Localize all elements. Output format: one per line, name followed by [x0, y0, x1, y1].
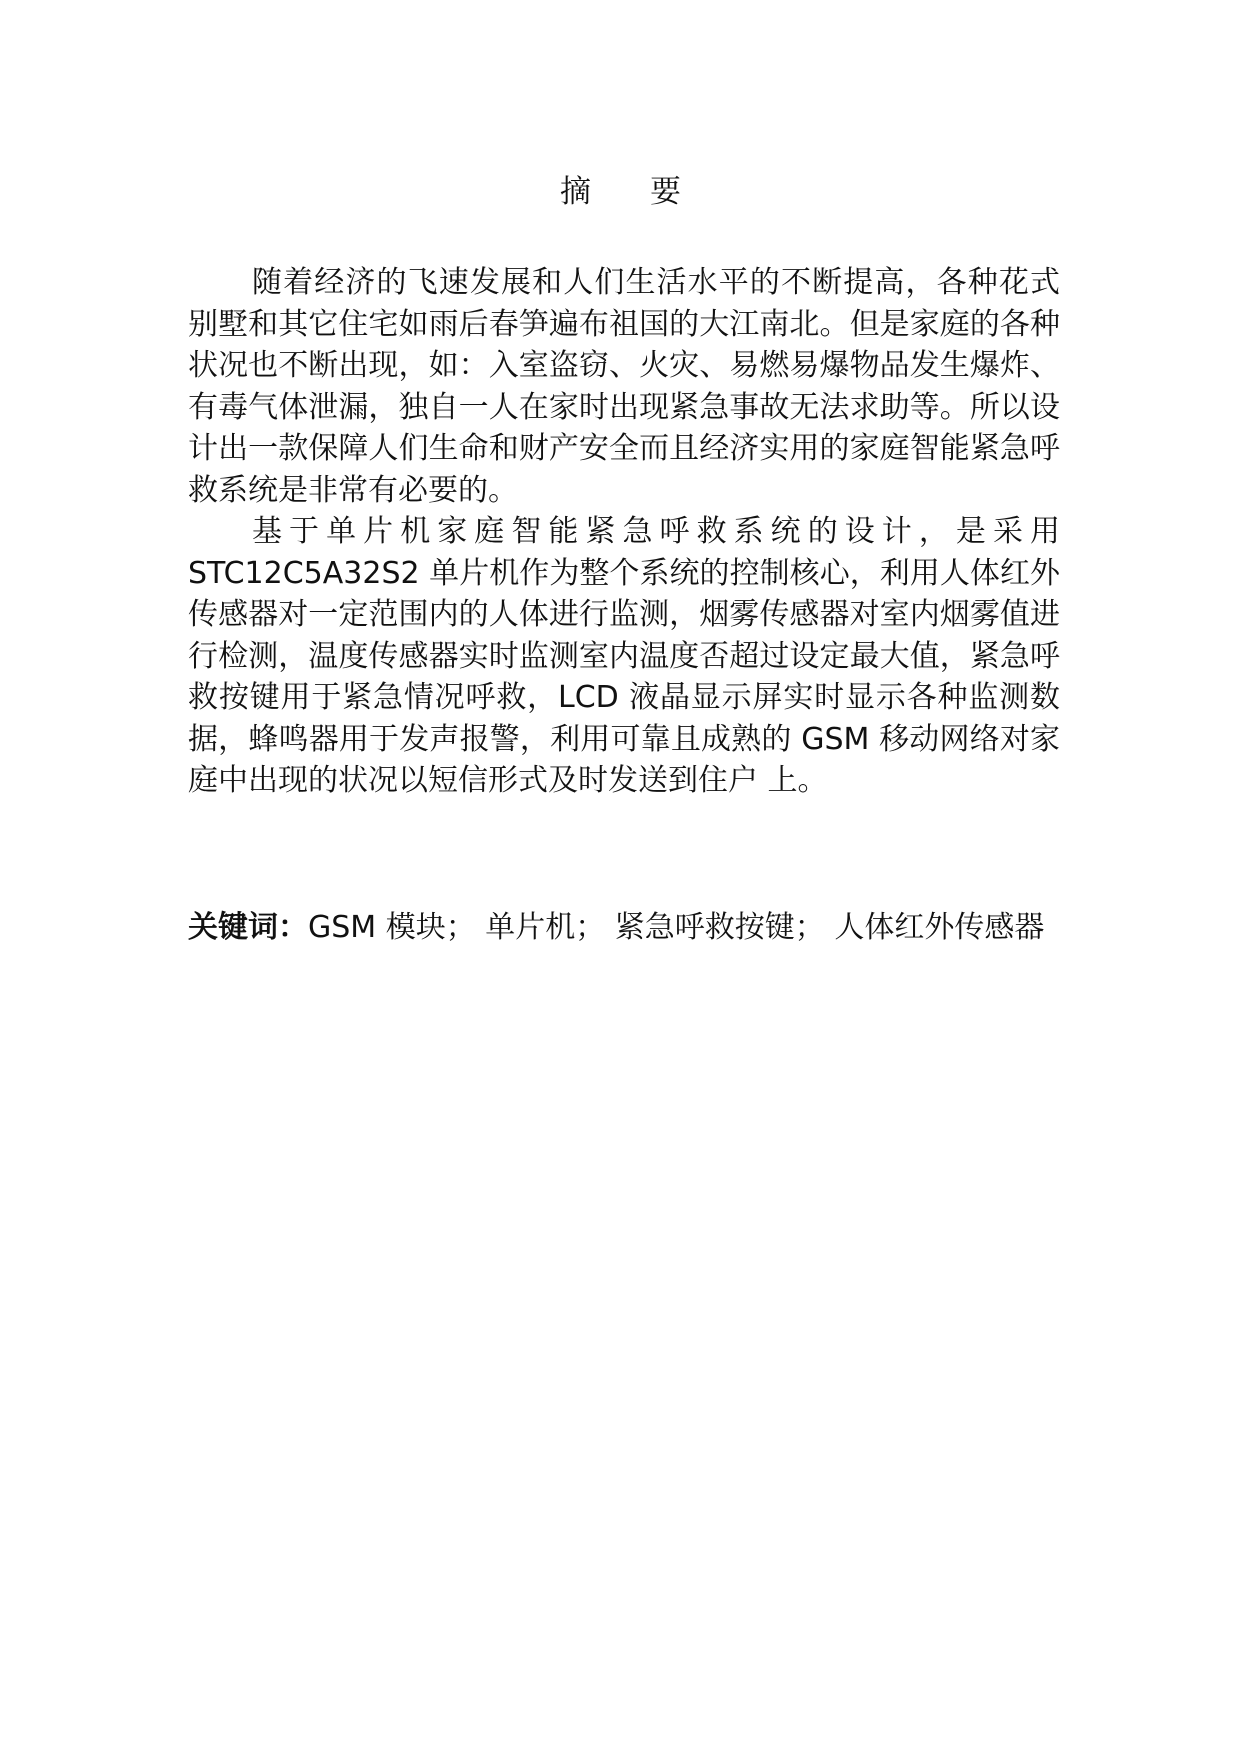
abstract-paragraph-2: 基于单片机家庭智能紧急呼救系统的设计，是采用STC12C5A32S2 单片机作为整个系统的控制核心，利用人体红外传感器对一定范围内的人体进行监测，烟雾传感器对室内烟雾值进行检测，温度传感器实时监测室内温度否超过设定最大值，紧急呼救按键用于紧急情况呼救，LCD 液晶显示屏实时显示各种监测数据，蜂鸣器用于发声报警，利用可靠且成熟的 GSM 移动网络对家庭中出现的状况以短信形式及时发送到住户 上。 [188, 514, 1060, 798]
abstract-paragraph-1: 随着经济的飞速发展和人们生活水平的不断提高，各种花式别墅和其它住宅如雨后春笋遍布祖国的大江南北。但是家庭的各种状况也不断出现，如：入室盗窃、火灾、易燃易爆物品发生爆炸、有毒气体泄漏，独自一人在家时出现紧急事故无法求助等。所以设计出一款保障人们生命和财产安全而且经济实用的家庭智能紧急呼救系统是非常有必要的。 [188, 265, 1060, 508]
keywords-text: GSM 模块； 单片机； 紧急呼救按键； 人体红外传感器 [308, 910, 1045, 945]
keywords-label: 关键词： [188, 910, 308, 945]
keywords-line [188, 895, 1060, 960]
abstract-title: 摘 要 [559, 174, 682, 210]
abstract-body [188, 262, 1060, 802]
